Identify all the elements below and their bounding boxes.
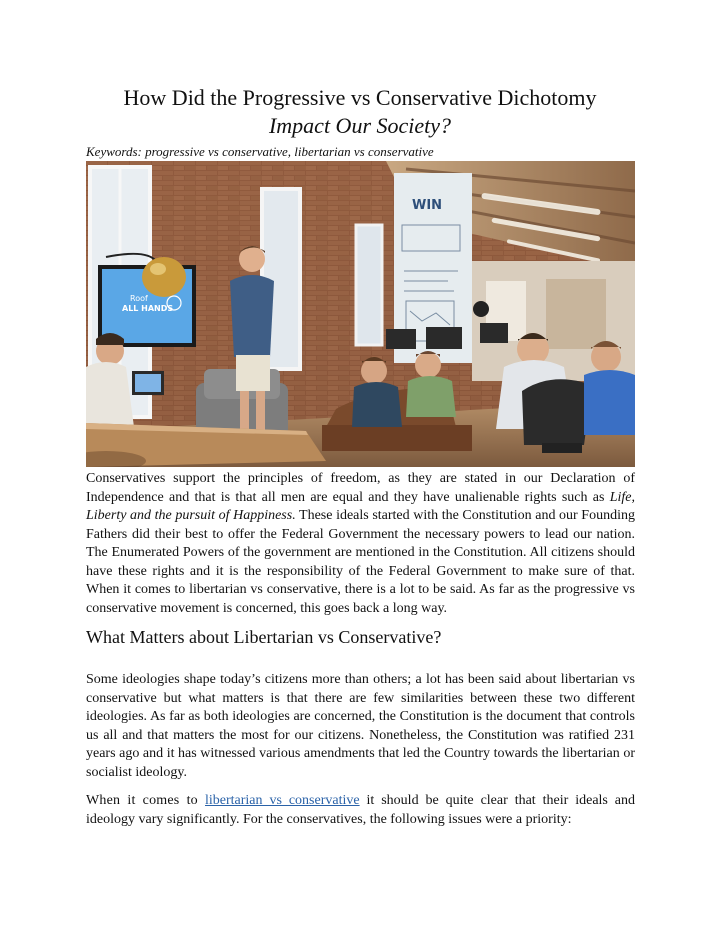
paragraph-1-text-a: Conservatives support the principles of freedom, as they are stated in our Declaration of Independence and that is that all men are equal and they have unalienable rights such as [86,471,635,505]
paragraph-1-text-b: These ideals started with the Constitution and our Founding Fathers did their best to offer the Federal Government the necessary powers to lead our nation. The Enumerated Powers of the government are mentioned in the Constitution. All citizens should have these rights and it is the responsibility of the Federal Government to make sure of that. When it comes to libertarian vs conservative, there is a lot to be said. As far as the progressive vs conservative movement is concerned, this goes back a long way. [86,508,635,616]
paragraph-2: Some ideologies shape today’s citizens more than others; a lot has been said about libertarian vs conservative but what matters is that there are few similarities between these two different ideologies. As far as both ideologies are concerned, the Constitution is the document that controls us all and that matters the most for our citizens. Nonetheless, the Constitution was ratified 231 years ago and it has witnessed various amendments that led the Country towards the libertarian or socialist ideology. [86,672,635,780]
title-line-2: Impact Our Society? [268,113,452,138]
sign-text: WIN [412,198,443,213]
paragraph-3 [86,792,635,829]
keywords-line: Keywords: progressive vs conservative, libertarian vs conservative [86,144,434,159]
title-line-1: How Did the Progressive vs Conservative Dichotomy [123,85,597,110]
section-heading: What Matters about Libertarian vs Conservative? [86,627,442,647]
paragraph-1-emphasis: Life, Liberty and the pursuit of Happiness. [86,489,635,523]
paragraph-1 [86,470,635,618]
paragraph-3-rest: it should be quite clear that their ideals and ideology vary significantly. For the conservatives, the following issues were a priority: [86,793,636,827]
office-meeting-photo [86,161,635,467]
screen-text-2: ALL HANDS [122,304,174,313]
paragraph-3-lead: When it comes to [86,793,205,808]
screen-text-1: Roof [130,294,148,303]
libertarian-vs-conservative-link[interactable]: libertarian vs conservative [205,793,360,808]
win-sign [412,198,442,213]
document-title [0,84,720,140]
